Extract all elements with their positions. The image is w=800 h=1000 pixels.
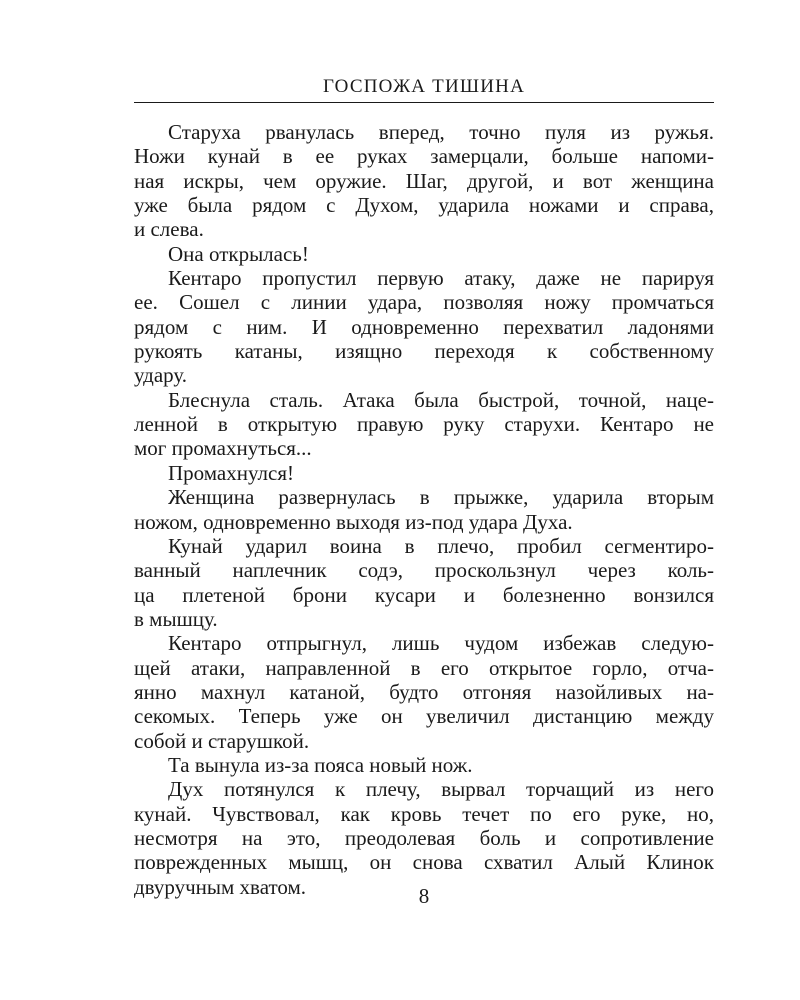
text-line: и слева. (134, 217, 204, 242)
text-line: в мышцу. (134, 606, 218, 631)
text-line: удару. (134, 363, 188, 388)
text-line: ленной в открытую правую руку старухи. Кентаро не (134, 412, 714, 437)
text-line: уже была рядом с Духом, ударила ножами и справа, (134, 193, 714, 218)
paragraph (134, 266, 714, 388)
text-line: ная искры, чем оружие. Шаг, другой, и вот женщина (134, 168, 714, 193)
body-text (134, 120, 714, 899)
paragraph (134, 242, 714, 266)
text-line: несмотря на это, преодолевая боль и сопротивление (134, 825, 714, 850)
text-line: Она открылась! (168, 241, 309, 266)
text-line: ее. Сошел с линии удара, позволяя ножу промчаться (134, 290, 714, 315)
text-line: Блеснула сталь. Атака была быстрой, точной, наце- (168, 387, 714, 412)
text-line: мог промахнуться... (134, 436, 312, 461)
paragraph (134, 485, 714, 534)
paragraph (134, 753, 714, 777)
header-rule (134, 102, 714, 103)
text-line: Женщина развернулась в прыжке, ударила вторым (168, 485, 714, 510)
text-line: двуручным хватом. (134, 874, 307, 899)
text-line: ножом, одновременно выходя из-под удара Духа. (134, 509, 573, 534)
paragraph (134, 631, 714, 753)
text-line: щей атаки, направленной в его открытое горло, отча- (134, 655, 714, 680)
text-line: Ножи кунай в ее руках замерцали, больше напоми- (134, 144, 714, 169)
paragraph (134, 388, 714, 461)
text-line: ванный наплечник содэ, проскользнул через коль- (134, 558, 714, 583)
text-line: Дух потянулся к плечу, вырвал торчащий из него (168, 777, 714, 802)
paragraph (134, 777, 714, 899)
text-line: Кунай ударил воина в плечо, пробил сегментиро- (168, 533, 714, 558)
text-line: поврежденных мышц, он снова схватил Алый Клинок (134, 850, 714, 875)
paragraph (134, 534, 714, 631)
paragraph (134, 461, 714, 485)
text-line: Старуха рванулась вперед, точно пуля из ружья. (168, 120, 714, 144)
text-line: Та вынула из-за пояса новый нож. (168, 752, 473, 777)
text-line: ца плетеной брони кусари и болезненно вонзился (134, 582, 714, 607)
running-head: ГОСПОЖА ТИШИНА (322, 76, 526, 97)
text-line: Кентаро пропустил первую атаку, даже не парируя (168, 266, 714, 291)
text-line: секомых. Теперь уже он увеличил дистанцию между (134, 704, 714, 729)
text-line: рядом с ним. И одновременно перехватил ладонями (134, 314, 714, 339)
text-line: кунай. Чувствовал, как кровь течет по его руке, но, (134, 801, 714, 826)
text-line: рукоять катаны, изящно переходя к собственному (134, 339, 714, 364)
paragraph (134, 120, 714, 242)
text-line: Промахнулся! (168, 460, 294, 485)
text-line: собой и старушкой. (134, 728, 310, 753)
text-line: янно махнул катаной, будто отгоняя назойливых на- (134, 679, 714, 704)
text-line: Кентаро отпрыгнул, лишь чудом избежав следую- (168, 631, 714, 656)
page-number: 8 (418, 884, 430, 908)
